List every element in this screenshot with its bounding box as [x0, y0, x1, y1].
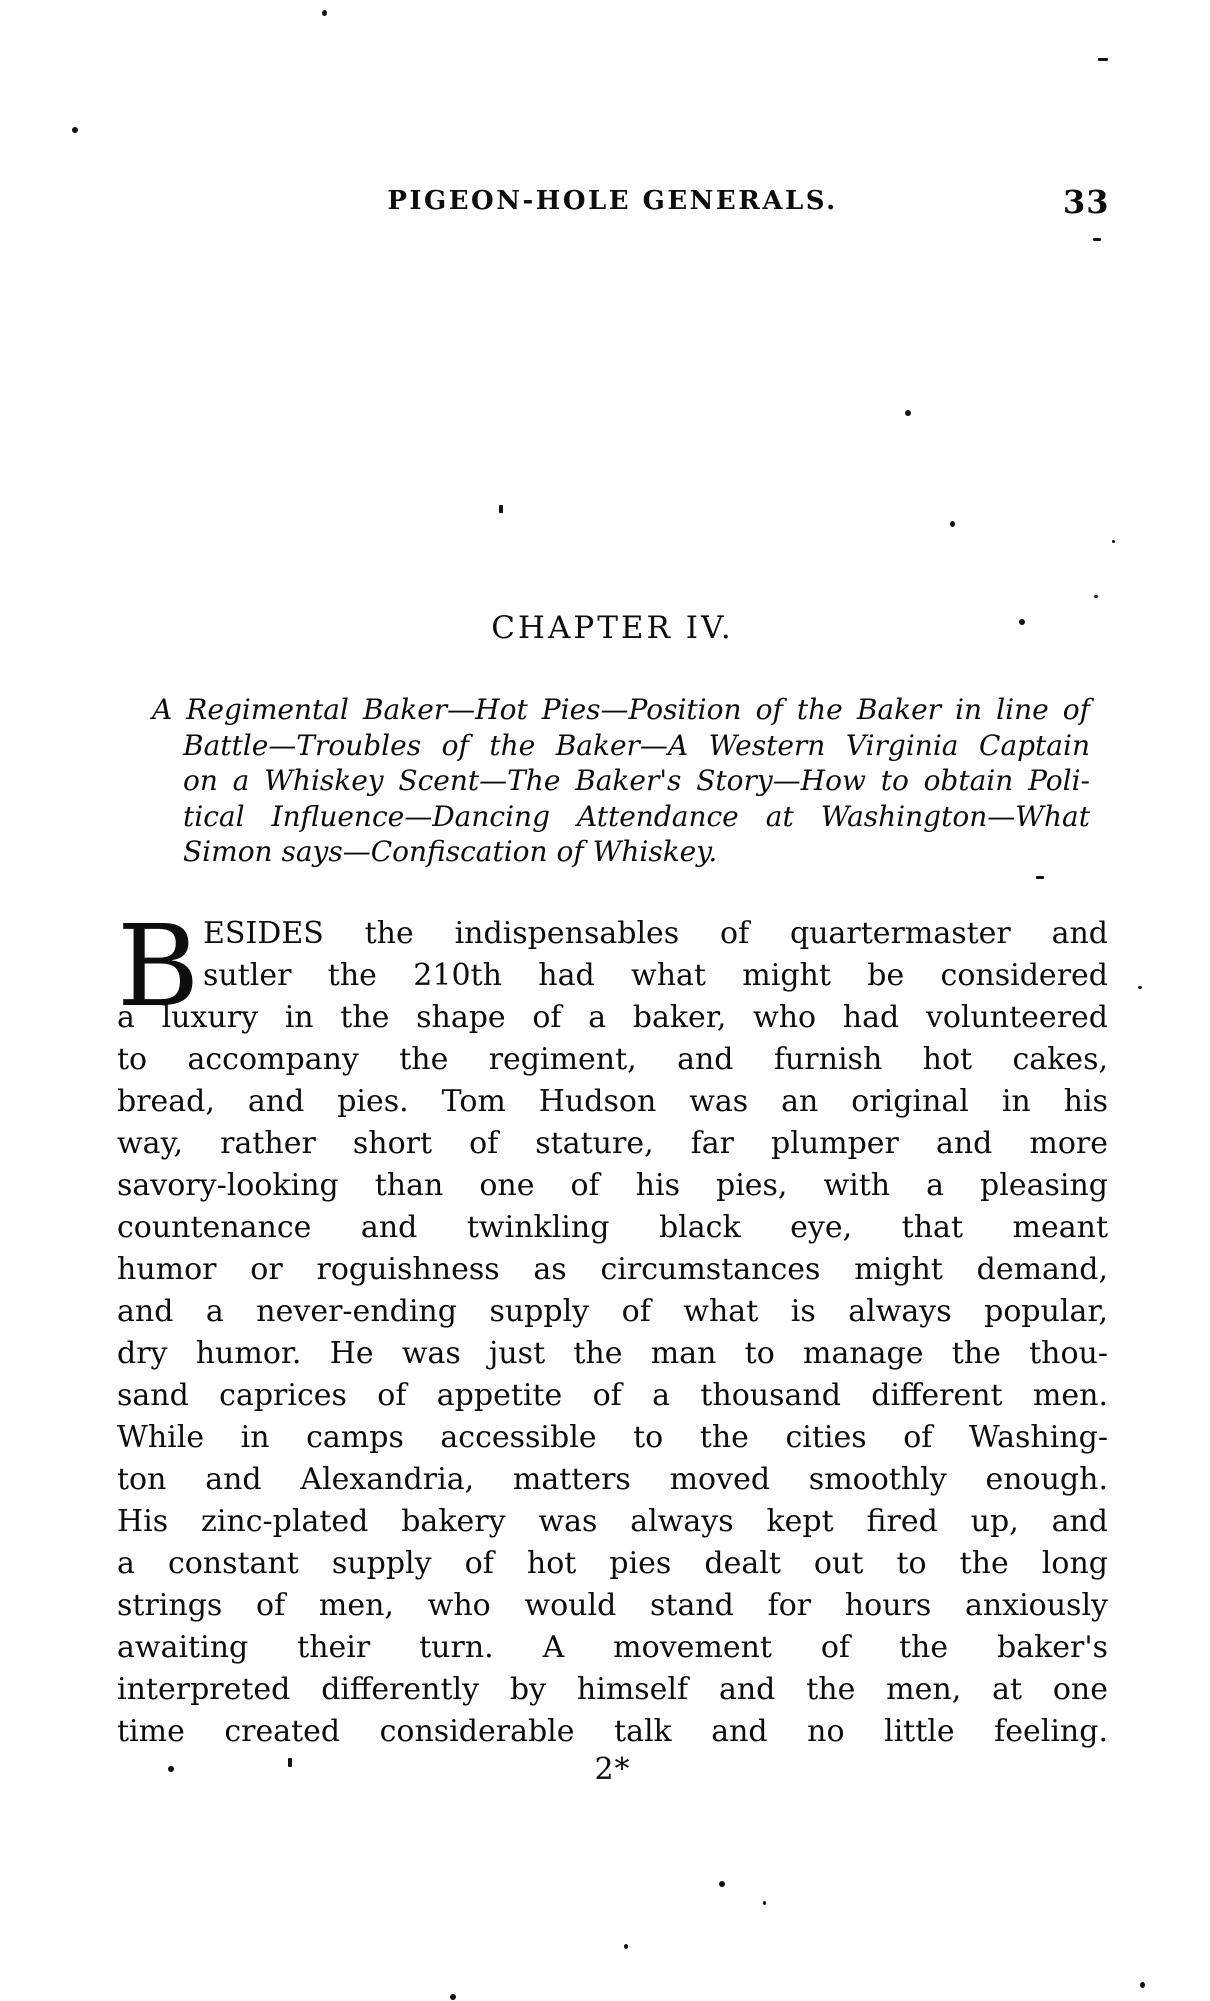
scan-speck — [72, 127, 78, 133]
chapter-summary — [152, 692, 1090, 870]
body-line: sand caprices of appetite of a thousand different men. — [117, 1378, 1108, 1413]
scan-speck — [1019, 619, 1025, 625]
scan-speck — [950, 521, 955, 527]
body-line: countenance and twinkling black eye, that meant — [117, 1210, 1108, 1245]
scan-speck — [1138, 986, 1142, 989]
scan-speck — [450, 1994, 456, 2000]
summary-line: tical Influence—Dancing Attendance at Washington—What — [183, 799, 1090, 833]
summary-line: Battle—Troubles of the Baker—A Western Virginia Captain — [183, 728, 1090, 762]
body-line: interpreted differently by himself and the men, at one — [117, 1672, 1108, 1707]
chapter-heading: CHAPTER IV. — [491, 610, 734, 646]
scan-speck — [288, 1758, 292, 1767]
section-end-signature: 2* — [594, 1752, 631, 1787]
body-line: way, rather short of stature, far plumper and more — [117, 1126, 1108, 1161]
body-line: and a never-ending supply of what is always popular, — [117, 1294, 1108, 1329]
scan-speck — [1036, 876, 1044, 879]
scan-speck — [168, 1766, 174, 1772]
scan-speck — [763, 1901, 766, 1905]
body-line: time created considerable talk and no little feeling. — [117, 1714, 1108, 1749]
scan-speck — [1140, 1982, 1145, 1988]
body-line: to accompany the regiment, and furnish hot cakes, — [117, 1042, 1108, 1077]
body-line: a constant supply of hot pies dealt out to the long — [117, 1546, 1108, 1581]
body-line: strings of men, who would stand for hours anxiously — [117, 1588, 1108, 1623]
scan-speck — [1112, 540, 1115, 543]
summary-line: on a Whiskey Scent—The Baker's Story—How to obtain Poli- — [183, 764, 1090, 797]
body-line: While in camps accessible to the cities of Washing- — [117, 1420, 1108, 1455]
scan-speck — [1093, 238, 1101, 241]
drop-cap-letter: B — [117, 902, 200, 1032]
body-line: sutler the 210th had what might be considered — [203, 958, 1108, 993]
summary-line: Simon says—Confiscation of Whiskey. — [183, 835, 718, 868]
scan-speck — [322, 10, 327, 16]
page-number: 33 — [1063, 183, 1110, 221]
body-line: awaiting their turn. A movement of the baker's — [117, 1630, 1108, 1665]
scan-speck — [905, 410, 911, 416]
scan-speck — [719, 1881, 725, 1887]
body-line: humor or roguishness as circumstances might demand, — [117, 1252, 1108, 1287]
running-head-title: PIGEON-HOLE GENERALS. — [387, 186, 838, 216]
body-line: His zinc-plated bakery was always kept fired up, and — [117, 1504, 1108, 1539]
body-line: dry humor. He was just the man to manage the thou- — [117, 1336, 1108, 1371]
body-line: savory-looking than one of his pies, with a pleasing — [117, 1168, 1108, 1203]
scan-speck — [1094, 595, 1098, 598]
scan-speck — [624, 1944, 628, 1949]
body-line: ton and Alexandria, matters moved smoothly enough. — [117, 1462, 1108, 1497]
body-line: ESIDES the indispensables of quartermaster and — [203, 916, 1108, 951]
body-paragraph — [117, 902, 1108, 1753]
scan-speck — [1098, 58, 1108, 61]
summary-line: A Regimental Baker—Hot Pies—Position of the Baker in line of — [152, 693, 1090, 726]
body-line: bread, and pies. Tom Hudson was an original in his — [117, 1084, 1108, 1119]
scan-speck — [499, 505, 503, 513]
body-line: a luxury in the shape of a baker, who had volunteered — [117, 1000, 1108, 1035]
